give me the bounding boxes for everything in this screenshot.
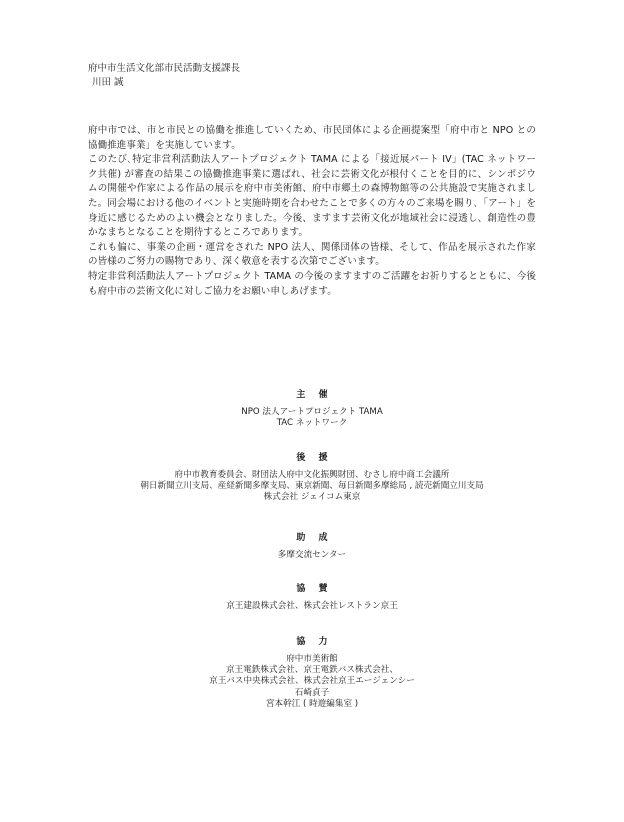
credit-line: TAC ネットワーク (276, 418, 348, 429)
credit-line: 朝日新聞立川支局、産経新聞多摩支局、東京新聞、毎日新聞多摩総局 , 読売新聞立川支局 (140, 481, 484, 492)
credit-line: 株式会社 ジェイコム東京 (263, 492, 361, 503)
credit-heading: 助 成 (296, 533, 333, 543)
credit-heading: 協 賛 (296, 584, 333, 594)
credit-line: 府中市美術館 (286, 654, 338, 664)
body-paragraph: これも偏に、事業の企画・運営をされた NPO 法人、関係団体の皆様、そして、作品を展示された作家の皆様のご努力の賜物であり、深く敬意を表する次第でございます。 (88, 241, 536, 268)
credit-line: 多摩交流センター (277, 550, 347, 560)
credit-support (0, 450, 624, 504)
body-paragraph: このたび､特定非営利活動法人アートプロジェクト TAMA による「接近展パート IV」(TAC ネットワーク共催) が審査の結果この協働推進事業に選ばれ、社会に芸術文化が根付くことを目的に、シンポジウムの開催や作家による作品の展示を府中市美術館、府中市郷土の森博物館等の公共施設で実施されました。同会場における他のイベントと実施時期を合わせたことで多くの方々のご来場を賜り､「アート」を身近に感じるためのよい機会となりました。今後、ますます芸術文化が地域社会に浸透し、創造性の豊かなまちとなることを期待するところであります。 (88, 154, 536, 239)
author-name: 川田 誠 (92, 77, 124, 88)
credit-line: NPO 法人アートプロジェクト TAMA (241, 407, 383, 417)
credit-line: 京王電鉄株式会社、京王電鉄バス株式会社、 (226, 665, 398, 676)
credit-organizer (0, 387, 624, 429)
credit-line: 府中市教育委員会、財団法人府中文化振興財団、むさし府中商工会議所 (174, 470, 450, 480)
credit-heading: 後 援 (296, 453, 333, 463)
credit-sponsorship (0, 581, 624, 612)
body-paragraph: 特定非営利活動法人アートプロジェクト TAMA の今後のますますのご活躍をお祈りするとともに、今後も府中市の芸術文化に対しご協力をお願い申しあげます。 (88, 270, 536, 297)
message-body (88, 124, 536, 299)
credit-grant (0, 530, 624, 561)
credit-heading: 主 催 (296, 390, 333, 400)
credit-line: 京王建設株式会社、株式会社レストラン京王 (226, 601, 398, 611)
author-block (88, 62, 240, 90)
body-paragraph: 府中市では、市と市民との協働を推進していくため、市民団体による企画提案型「府中市と NPO との協働推進事業」を実施しています。 (88, 125, 536, 151)
credit-line: 石崎貞子 (294, 687, 330, 698)
credit-cooperation (0, 634, 624, 710)
credit-line: 京王バス中央株式会社、株式会社京王エージェンシー (209, 676, 415, 687)
credit-heading: 協 力 (296, 637, 333, 647)
credit-line: 宮本幹江 ( 時遊編集室 ) (265, 698, 359, 709)
author-department: 府中市生活文化部市民活動支援課長 (88, 63, 241, 74)
